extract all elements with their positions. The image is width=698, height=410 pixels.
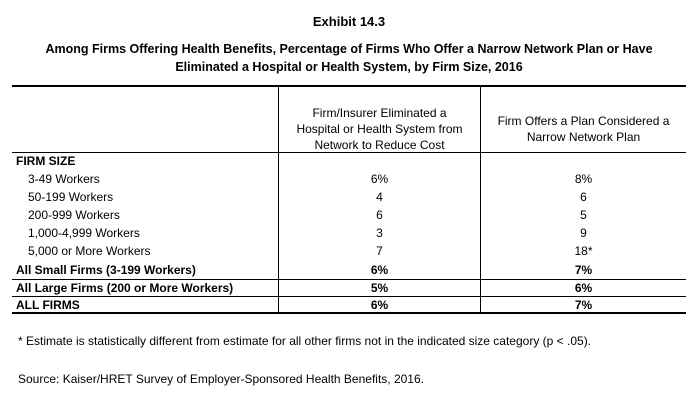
narrow-network-value: 7% [574,298,593,312]
source-note: Source: Kaiser/HRET Survey of Employer-Sponsored Health Benefits, 2016. [18,372,424,386]
eliminated-value: 6 [376,208,383,222]
row-label: 200-999 Workers [28,208,120,222]
table-top-rule [12,85,686,87]
table-row [12,170,686,188]
narrow-network-value: 8% [574,172,593,186]
table-title-line-2: Eliminated a Hospital or Health System, by Firm Size, 2016 [175,60,523,74]
eliminated-value: 6% [370,172,389,186]
column-header-eliminated-line-3: Network to Reduce Cost [314,138,445,152]
eliminated-value: 4 [376,190,383,204]
exhibit-number: Exhibit 14.3 [312,14,386,29]
narrow-network-value: 18* [574,244,593,258]
column-header-eliminated-line-1: Firm/Insurer Eliminated a [312,106,447,120]
narrow-network-value: 9 [580,226,587,240]
column-header-narrow-line-2: Narrow Network Plan [526,130,641,144]
table-row [12,224,686,242]
eliminated-value: 6% [370,263,389,277]
column-header-narrow-network [481,113,686,145]
table-row [12,206,686,224]
row-label: ALL FIRMS [16,298,80,312]
row-label: 50-199 Workers [28,190,114,204]
column-header-eliminated [279,105,480,153]
narrow-network-value: 7% [574,263,593,277]
eliminated-value: 6% [370,298,389,312]
eliminated-value: 5% [370,281,389,295]
summary-row-small-firms [12,261,686,279]
column-header-narrow-line-1: Firm Offers a Plan Considered a [497,114,670,128]
eliminated-value: 3 [376,226,383,240]
table-title [20,40,678,76]
eliminated-value: 7 [376,244,383,258]
narrow-network-value: 5 [580,208,587,222]
row-label: 5,000 or More Workers [28,244,151,258]
row-label: All Large Firms (200 or More Workers) [16,281,234,295]
row-label: All Small Firms (3-199 Workers) [16,263,196,277]
table-bottom-rule [12,312,686,314]
section-label: FIRM SIZE [16,154,76,168]
narrow-network-value: 6% [574,281,593,295]
section-firm-size [12,152,686,170]
column-header-eliminated-line-2: Hospital or Health System from [296,122,463,136]
footnote: * Estimate is statistically different from estimate for all other firms not in the indicated size category (p < .05). [18,334,592,348]
summary-row-large-firms [12,279,686,297]
table-row [12,188,686,206]
row-label: 3-49 Workers [28,172,100,186]
table-row [12,242,686,260]
narrow-network-value: 6 [580,190,587,204]
row-label: 1,000-4,999 Workers [28,226,140,240]
table-title-line-1: Among Firms Offering Health Benefits, Percentage of Firms Who Offer a Narrow Network Plan or Have [45,42,653,56]
